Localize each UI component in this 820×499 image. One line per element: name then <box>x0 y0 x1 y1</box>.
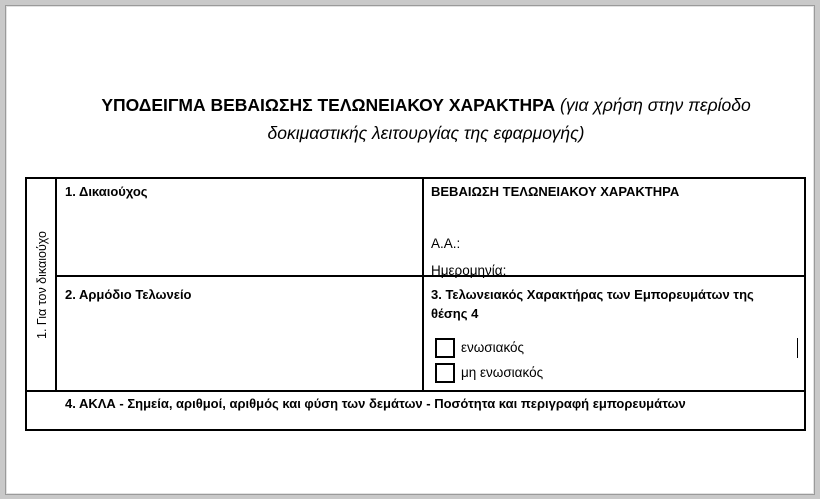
union-goods-checkbox[interactable] <box>435 338 455 358</box>
row-divider-2 <box>27 390 804 392</box>
certificate-title: ΒΕΒΑΙΩΣΗ ΤΕΛΩΝΕΙΑΚΟΥ ΧΑΡΑΚΤΗΡΑ <box>431 184 680 199</box>
certificate-form <box>25 177 806 431</box>
goods-description-label: 4. ΑΚΛΑ - Σημεία, αριθμοί, αριθμός και φύση των δεμάτων - Ποσότητα και περιγραφή εμπορευμάτων <box>65 396 686 411</box>
side-label: 1. Για τον δικαιούχο <box>35 231 49 339</box>
customs-office-label: 2. Αρμόδιο Τελωνείο <box>65 287 192 302</box>
union-goods-label: ενωσιακός <box>461 340 525 355</box>
column-divider <box>422 179 424 392</box>
serial-number-label: Α.Α.: <box>431 236 461 251</box>
date-label: Ημερομηνία: <box>431 263 507 278</box>
text-cursor <box>797 338 798 358</box>
row-divider-1 <box>55 275 804 277</box>
title-note-line1: (για χρήση στην περίοδο <box>560 95 751 115</box>
beneficiary-label: 1. Δικαιούχος <box>65 184 148 199</box>
document-title <box>46 91 806 147</box>
non-union-goods-checkbox[interactable] <box>435 363 455 383</box>
side-label-column <box>27 179 57 392</box>
title-note-line2: δοκιμαστικής λειτουργίας της εφαρμογής) <box>267 123 585 143</box>
document-page <box>5 5 815 495</box>
title-main: ΥΠΟΔΕΙΓΜΑ ΒΕΒΑΙΩΣΗΣ ΤΕΛΩΝΕΙΑΚΟΥ ΧΑΡΑΚΤΗΡΑ <box>101 95 556 115</box>
customs-status-label-line2: θέσης 4 <box>431 306 479 321</box>
non-union-goods-label: μη ενωσιακός <box>461 365 544 380</box>
customs-status-label-line1: 3. Τελωνειακός Χαρακτήρας των Εμπορευμάτων της <box>431 287 754 302</box>
